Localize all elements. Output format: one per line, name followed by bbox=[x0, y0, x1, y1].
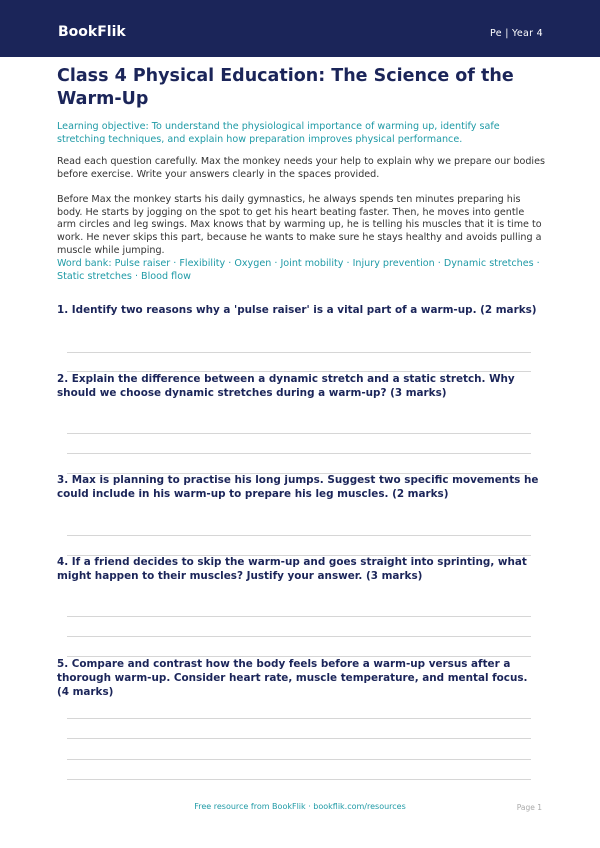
answer-line[interactable] bbox=[67, 535, 531, 536]
question-1: 1. Identify two reasons why a 'pulse raiser' is a vital part of a warm-up. (2 marks) bbox=[57, 304, 537, 316]
learning-objective: Learning objective: To understand the physiological importance of warming up, identify safe stretching techniques, and explain how preparation improves physical performance. bbox=[57, 121, 500, 145]
instructions-text: Read each question carefully. Max the monkey needs your help to explain why we prepare our bodies before exercise. Write your answers clearly in the spaces provided. bbox=[57, 156, 545, 180]
answer-line[interactable] bbox=[67, 636, 531, 637]
answer-line[interactable] bbox=[67, 738, 531, 739]
worksheet-title: Class 4 Physical Education: The Science of the Warm-Up bbox=[57, 66, 514, 109]
question-5: 5. Compare and contrast how the body feels before a warm-up versus after a thorough warm-up. Consider heart rate, muscle temperature, and mental focus. (4 marks) bbox=[57, 658, 528, 698]
story-passage: Before Max the monkey starts his daily gymnastics, he always spends ten minutes preparing his body. He starts by jogging on the spot to get his heart beating faster. Then, he moves into gentle arm circles and leg swings. Max knows that by warming up, he is telling his muscles that it is time to work. He never skips this part, because he wants to make sure he stays healthy and avoids pulling a muscle while jumping. bbox=[57, 194, 542, 256]
answer-line[interactable] bbox=[67, 718, 531, 719]
question-2: 2. Explain the difference between a dynamic stretch and a static stretch. Why should we choose dynamic stretches during a warm-up? (3 marks) bbox=[57, 373, 515, 399]
answer-line[interactable] bbox=[67, 453, 531, 454]
answer-line[interactable] bbox=[67, 352, 531, 353]
word-bank: Word bank: Pulse raiser · Flexibility · Oxygen · Joint mobility · Injury prevention · Dynamic stretches · Static stretches · Blood flow bbox=[57, 258, 540, 282]
answer-line[interactable] bbox=[67, 759, 531, 760]
page-number: Page 1 bbox=[516, 803, 542, 812]
question-3: 3. Max is planning to practise his long jumps. Suggest two specific movements he could include in his warm-up to prepare his leg muscles. (2 marks) bbox=[57, 474, 539, 500]
page-header bbox=[0, 0, 600, 57]
answer-line[interactable] bbox=[67, 433, 531, 434]
brand-logo[interactable]: BookFlik bbox=[58, 24, 126, 40]
answer-line[interactable] bbox=[67, 779, 531, 780]
answer-line[interactable] bbox=[67, 616, 531, 617]
question-4: 4. If a friend decides to skip the warm-up and goes straight into sprinting, what might happen to their muscles? Justify your answer. (3 marks) bbox=[57, 556, 527, 582]
footer-link[interactable]: Free resource from BookFlik · bookflik.com/resources bbox=[194, 802, 406, 811]
subject-year-label: Pe | Year 4 bbox=[490, 28, 543, 39]
